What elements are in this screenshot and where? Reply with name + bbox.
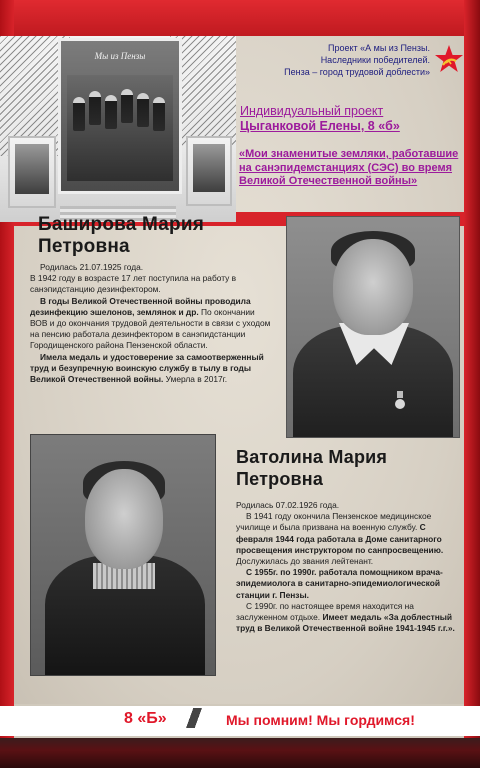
footer-class-label: 8 «Б»: [124, 710, 167, 727]
person2-name: [236, 446, 466, 490]
project-caption-line: Пенза – город трудовой доблести»: [284, 67, 430, 77]
person1-patronymic: Петровна: [38, 236, 130, 257]
footer-shadow: [0, 738, 480, 768]
person2-paragraph: [236, 601, 464, 635]
project-author: Цыганковой Елены, 8 «б»: [240, 119, 400, 133]
person2-text: В 1941 году окончила Пензенское медицинское училище и была призвана на военную службу.: [236, 511, 432, 533]
person1-bold-text: В годы Великой Отечественной войны проводила дезинфекцию эшелонов, землянок и др.: [30, 295, 251, 317]
right-red-frame: [464, 0, 480, 768]
footer-slogan: Мы помним! Мы гордимся!: [226, 712, 415, 728]
medal-icon: [395, 391, 405, 411]
soldier-figure: [137, 93, 149, 127]
person1-paragraph: В 1942 году в возрасте 17 лет поступила на работу в санэпидстанцию дезинфектором.: [30, 273, 237, 295]
person2-surname-name: Ватолина Мария: [236, 447, 388, 467]
monument-relief: [67, 75, 173, 181]
project-topic: «Мои знаменитые земляки, работавшие на санэпидемстанциях (СЭС) во время Великой Отечественной войны»: [239, 148, 459, 187]
person1-biography: [30, 262, 272, 385]
project-caption-line: Наследники победителей.: [320, 55, 430, 65]
person2-paragraph: [236, 511, 464, 567]
project-caption-line: Проект «А мы из Пензы.: [327, 43, 430, 53]
person1-portrait: [286, 216, 460, 438]
person1-paragraph: [30, 296, 272, 352]
person2-bold-text: Имеет медаль «За доблестный труд в Великой Отечественной войне 1941-1945 г.г.».: [236, 612, 455, 634]
soldier-figure: [73, 97, 85, 131]
central-monument-slab: [58, 38, 182, 194]
soldier-figure: [105, 95, 117, 129]
left-side-slab: [8, 136, 56, 208]
person1-birth: Родилась 21.07.1925 года.: [40, 262, 144, 272]
person2-text: Дослужилась до звания лейтенант.: [236, 556, 374, 567]
red-star-icon: [434, 44, 464, 74]
person2-patronymic: Петровна: [236, 469, 324, 489]
soldier-figure: [89, 91, 101, 125]
person2-bold-paragraph: С 1955г. по 1990г. работала помощником врача-эпидемиолога в санитарно-эпидемиологической станции г. Пензы.: [236, 567, 443, 600]
person2-biography: [236, 500, 464, 634]
project-title: Индивидуальный проект: [240, 104, 384, 118]
soldier-figure: [153, 97, 165, 131]
top-red-band: [0, 0, 480, 36]
person2-bold-text: С февраля 1944 года работала в Доме санитарного просвещения инструктором по санпросвещению.: [236, 522, 444, 555]
monument-inscription: Мы из Пензы: [94, 51, 146, 61]
person1-bold-text: Имела медаль и удостоверение за самоотверженный труд и безупречную воинскую службу в тылу в годы Великой Отечественной войны.: [30, 351, 264, 385]
footer-divider: [176, 708, 212, 728]
person1-paragraph: [30, 352, 272, 386]
person1-text: По окончании ВОВ и до окончания трудовой деятельности в связи с уходом на пенсию работала дезинфектором в санэпидстанции Городищенского района Пензенской области.: [30, 306, 271, 351]
person2-portrait: [30, 434, 216, 676]
right-side-slab: [186, 136, 232, 206]
soldier-figure: [121, 89, 133, 123]
person1-name: [38, 214, 278, 258]
person2-text: С 1990г. по настоящее время находится на заслуженном отдыхе.: [236, 600, 414, 623]
project-caption: [250, 42, 430, 78]
person1-text: Умерла в 2017г.: [163, 374, 228, 385]
person1-surname-name: Баширова Мария: [38, 214, 205, 235]
monument-photo: [0, 36, 236, 222]
project-title-block: [240, 104, 465, 134]
person2-birth: Родилась 07.02.1926 года.: [236, 500, 340, 510]
